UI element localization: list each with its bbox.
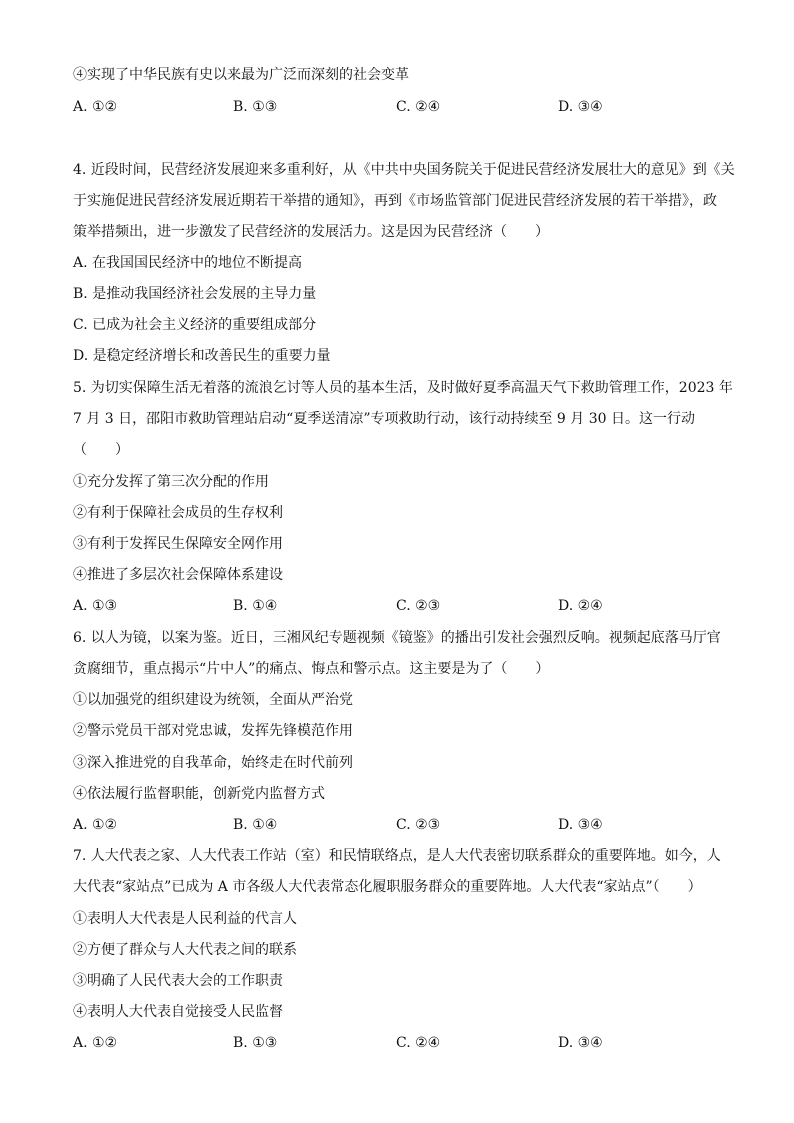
q6-option-a: A. ①② — [73, 817, 118, 833]
q6-option-c: C. ②③ — [396, 817, 441, 833]
q5-stem-line-1: 5. 为切实保障生活无着落的流浪乞讨等人员的基本生活，及时做好夏季高温天气下救助管理工作，2023 年 — [73, 380, 733, 396]
q6-statement-4: ④依法履行监督职能，创新党内监督方式 — [73, 786, 325, 802]
q6-option-b: B. ①④ — [233, 817, 278, 833]
q4-choice-a: A. 在我国国民经济中的地位不断提高 — [73, 255, 303, 271]
q5-options — [73, 596, 723, 616]
q7-option-d: D. ③④ — [558, 1035, 603, 1051]
q7-statement-3: ③明确了人民代表大会的工作职责 — [73, 973, 283, 989]
q4-choice-b: B. 是推动我国经济社会发展的主导力量 — [73, 286, 317, 302]
q5-stem-line-3: （ ） — [73, 442, 129, 458]
q4-stem-line-2: 于实施促进民营经济发展近期若干举措的通知》，再到《市场监管部门促进民营经济发展的若干举措》，政 — [73, 193, 717, 209]
q5-option-b: B. ①④ — [233, 598, 278, 614]
q7-option-b: B. ①③ — [233, 1035, 278, 1051]
q7-statement-1: ①表明人大代表是人民利益的代言人 — [73, 911, 297, 927]
q7-statement-2: ②方便了群众与人大代表之间的联系 — [73, 942, 297, 958]
q6-option-d: D. ③④ — [558, 817, 603, 833]
q7-options — [73, 1033, 723, 1053]
q6-stem-line-1: 6. 以人为镜，以案为鉴。近日，三湘风纪专题视频《镜鉴》的播出引发社会强烈反响。视频起底落马厅官 — [73, 630, 721, 646]
q4-stem-line-1: 4. 近段时间，民营经济发展迎来多重利好，从《中共中央国务院关于促进民营经济发展壮大的意见》到《关 — [73, 162, 735, 178]
q7-statement-4: ④表明人大代表自觉接受人民监督 — [73, 1004, 283, 1020]
q3-option-d: D. ③④ — [558, 99, 603, 115]
q5-statement-4: ④推进了多层次社会保障体系建设 — [73, 567, 283, 583]
q7-stem-line-1: 7. 人大代表之家、人大代表工作站（室）和民情联络点，是人大代表密切联系群众的重要阵地。如今，人 — [73, 848, 721, 864]
q3-statement-4: ④实现了中华民族有史以来最为广泛而深刻的社会变革 — [73, 67, 409, 83]
q4-choice-d: D. 是稳定经济增长和改善民生的重要力量 — [73, 348, 331, 364]
q3-options — [73, 97, 723, 117]
q6-statement-3: ③深入推进党的自我革命，始终走在时代前列 — [73, 755, 353, 771]
q3-option-c: C. ②④ — [396, 99, 441, 115]
q5-option-c: C. ②③ — [396, 598, 441, 614]
q5-stem-line-2: 7 月 3 日，邵阳市救助管理站启动“夏季送清凉”专项救助行动，该行动持续至 9 月 30 日。这一行动 — [73, 411, 695, 427]
q7-option-a: A. ①② — [73, 1035, 118, 1051]
q6-stem-line-2: 贪腐细节，重点揭示“片中人”的痛点、悔点和警示点。这主要是为了（ ） — [73, 661, 550, 677]
q6-options — [73, 815, 723, 835]
q3-option-a: A. ①② — [73, 99, 118, 115]
q5-statement-2: ②有利于保障社会成员的生存权利 — [73, 505, 283, 521]
q6-statement-2: ②警示党员干部对党忠诚，发挥先锋模范作用 — [73, 723, 353, 739]
q5-statement-1: ①充分发挥了第三次分配的作用 — [73, 474, 269, 490]
q6-statement-1: ①以加强党的组织建设为统领，全面从严治党 — [73, 692, 353, 708]
q5-option-d: D. ②④ — [558, 598, 603, 614]
q3-option-b: B. ①③ — [233, 99, 278, 115]
q5-option-a: A. ①③ — [73, 598, 118, 614]
q7-stem-line-2: 大代表“家站点”已成为 A 市各级人大代表常态化履职服务群众的重要阵地。人大代表“家站点”（ ） — [73, 879, 702, 895]
q5-statement-3: ③有利于发挥民生保障安全网作用 — [73, 536, 283, 552]
q4-choice-c: C. 已成为社会主义经济的重要组成部分 — [73, 317, 317, 333]
q4-stem-line-3: 策举措频出，进一步激发了民营经济的发展活力。这是因为民营经济（ ） — [73, 224, 549, 240]
q7-option-c: C. ②④ — [396, 1035, 441, 1051]
